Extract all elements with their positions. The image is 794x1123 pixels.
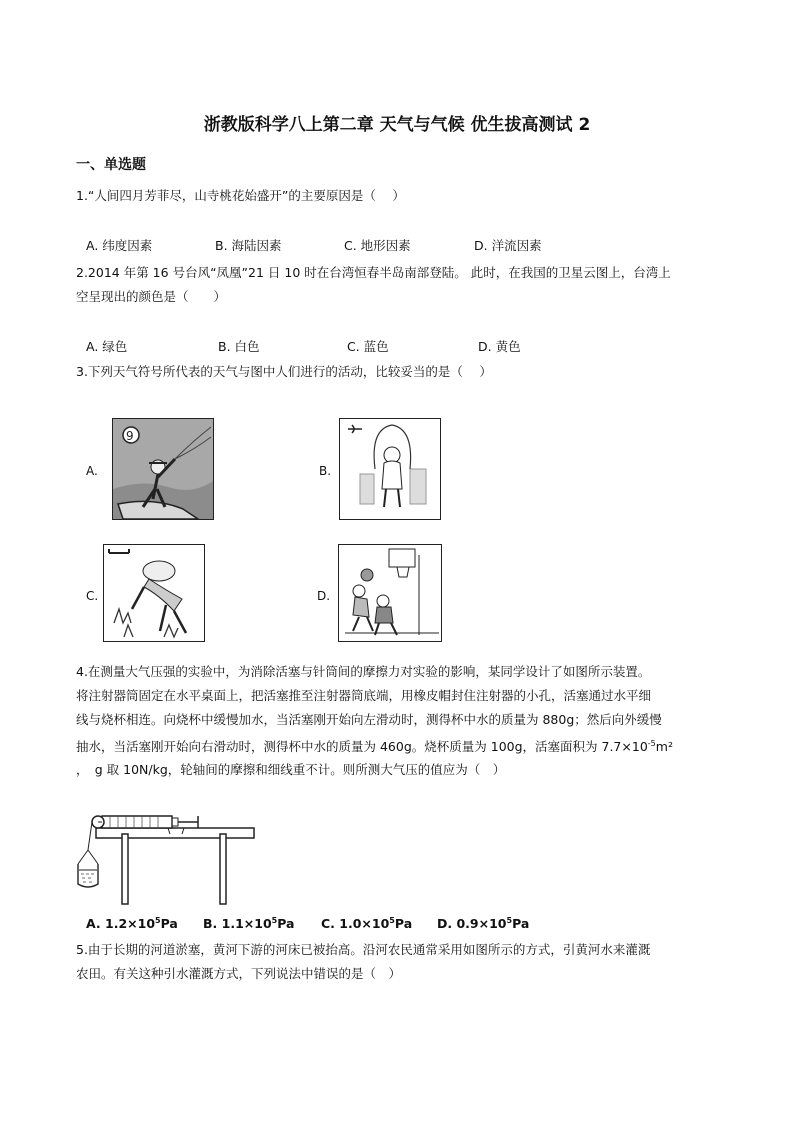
q4-option-a-text: A. 1.2×10 [86,916,156,932]
q1-option-d: D. 洋流因素 [474,238,542,253]
q3-picture-c-planting [103,544,205,642]
q3-label-c: C. [86,589,99,603]
question-3-stem: 3.下列天气符号所代表的天气与图中人们进行的活动，比较妥当的是（ ） [76,364,492,379]
q3-picture-a-kite-flying [112,418,214,520]
question-2-line-2: 空呈现出的颜色是（ ） [76,289,227,304]
q1-option-b: B. 海陆因素 [215,238,282,253]
q4-option-a [86,916,178,931]
svg-text:9: 9 [126,429,134,443]
page-title: 浙教版科学八上第二章 天气与气候 优生拔高测试 2 [203,115,591,135]
question-4-line-3: 线与烧杯相连。向烧杯中缓慢加水，当活塞刚开始向左滑动时，测得杯中水的质量为 880g；然后向外缓慢 [76,712,662,727]
q4-option-b-exponent: 5 [271,916,278,925]
q4-syringe-apparatus-diagram [74,806,258,910]
q4-option-c-exponent: 5 [389,916,395,925]
piston-area-unit: m² [655,739,673,755]
question-5-line-1: 5.由于长期的河道淤塞，黄河下游的河床已被抬高。沿河农民通常采用如图所示的方式，引黄河水来灌溉 [76,942,651,957]
q4-option-c-unit: Pa [394,916,413,932]
q2-option-d: D. 黄色 [478,339,521,354]
q2-option-a: A. 绿色 [86,339,128,354]
question-4-line-5: ， g 取 10N/kg，轮轴间的摩擦和细线重不计。则所测大气压的值应为（ ） [76,762,506,777]
question-5-line-2: 农田。有关这种引水灌溉方式，下列说法中错误的是（ ） [76,966,402,981]
question-2-line-1: 2.2014 年第 16 号台风“凤凰”21 日 10 时在台湾恒春半岛南部登陆。 此时，在我国的卫星云图上，台湾上 [76,265,671,280]
q1-option-c: C. 地形因素 [344,238,411,253]
q4-option-a-unit: Pa [160,916,178,932]
q4-option-d [437,916,529,931]
q4-option-a-exponent: 5 [155,916,161,925]
q3-label-b: B. [319,464,332,478]
q3-label-d: D. [317,589,331,603]
question-1-stem: 1.“人间四月芳菲尽，山寺桃花始盛开”的主要原因是（ ） [76,188,405,203]
q1-option-a: A. 纬度因素 [86,238,153,253]
q4-option-d-text: D. 0.9×10 [437,916,507,932]
q4-option-c [321,916,412,931]
question-4-line-2: 将注射器筒固定在水平桌面上，把活塞推至注射器筒底端，用橡皮帽封住注射器的小孔，活塞通过水平细 [76,688,652,703]
q4-option-d-exponent: 5 [506,916,513,925]
q3-picture-d-basketball [338,544,442,642]
q4-option-b [203,916,294,931]
q4-option-c-text: C. 1.0×10 [321,916,390,932]
question-4-line-4-text: 抽水，当活塞刚开始向右滑动时，测得杯中水的质量为 460g。烧杯质量为 100g，活塞面积为 7.7×10 [76,739,648,755]
section-heading: 一、单选题 [76,157,146,173]
question-4-line-4 [76,732,673,759]
q3-picture-b-jump-rope [339,418,441,520]
q3-label-a: A. [86,464,98,478]
q4-option-d-unit: Pa [512,916,530,932]
question-4-line-1: 4.在测量大气压强的实验中，为消除活塞与针筒间的摩擦力对实验的影响，某同学设计了如图所示装置。 [76,664,651,679]
q2-option-b: B. 白色 [218,339,260,354]
q2-option-c: C. 蓝色 [347,339,389,354]
q4-option-b-unit: Pa [277,916,295,932]
piston-area-exponent: -5 [647,739,656,748]
q4-option-b-text: B. 1.1×10 [203,916,272,932]
